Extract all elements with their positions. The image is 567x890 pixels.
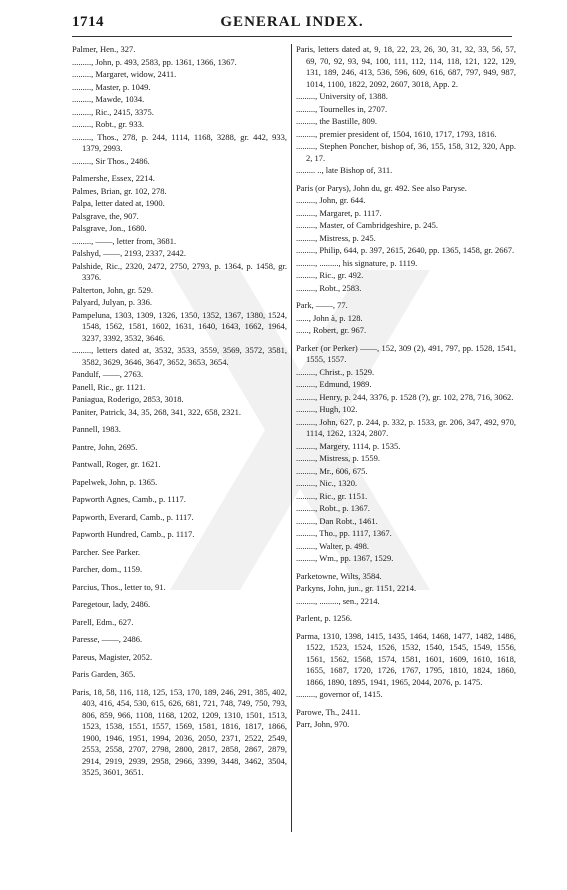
- index-entry: Pantwall, Roger, gr. 1621.: [72, 459, 161, 469]
- index-entry: ........., John, 627, p. 244, p. 332, p. 1533, gr. 206, 347, 492, 970, 1114, 1262, 1324, 2807.: [296, 416, 516, 438]
- index-entry: ........., Master, of Cambridgeshire, p. 245.: [296, 220, 439, 230]
- index-entry: Pandulf, ——, 2763.: [72, 369, 144, 379]
- right-column: [296, 44, 516, 880]
- index-entry: ........., Mistress, p. 1559.: [296, 453, 381, 463]
- index-entry: Parowe, Th., 2411.: [296, 706, 361, 717]
- index-entry: ......... .., late Bishop of, 311.: [296, 165, 393, 175]
- index-entry: ......, Robert, gr. 967.: [296, 325, 367, 335]
- index-entry: ........., Sir Thos., 2486.: [72, 155, 150, 166]
- index-entry: ........., Thos., 278, p. 244, 1114, 1168, 3288, gr. 442, 933, 1379, 2993.: [72, 131, 287, 153]
- index-entry: Palshide, Ric., 2320, 2472, 2750, 2793, p. 1364, p. 1458, gr. 3376.: [72, 260, 287, 282]
- index-entry: ........., Ric., gr. 492.: [296, 270, 364, 280]
- index-entry: Palyard, Julyan, p. 336.: [72, 297, 153, 307]
- index-entry: ........., John, gr. 644.: [296, 195, 366, 205]
- index-entry: Palmes, Brian, gr. 102, 278.: [72, 185, 167, 196]
- index-entry: Palmershe, Essex, 2214.: [72, 173, 155, 183]
- index-entry: ........., Stephen Poncher, bishop of, 36, 155, 158, 312, 320, App. 2, 17.: [296, 141, 516, 163]
- index-entry: ........., premier president of, 1504, 1610, 1717, 1793, 1816.: [296, 128, 497, 139]
- index-entry: Parker (or Perker) ——, 152, 309 (2), 491, 797, pp. 1528, 1541, 1555, 1557.: [296, 342, 516, 364]
- index-entry: Parlent, p. 1256.: [296, 613, 352, 623]
- index-entry: Palsgrave, Jon., 1680.: [72, 223, 147, 233]
- index-entry: ........., Walter, p. 498.: [296, 540, 369, 551]
- index-entry: ........., the Bastille, 809.: [296, 116, 377, 126]
- index-entry: Palpa, letter dated at, 1900.: [72, 198, 165, 208]
- index-entry: Paresse, ——, 2486.: [72, 634, 143, 644]
- header-rule: [72, 36, 512, 37]
- index-entry: Papelwek, John, p. 1365.: [72, 476, 158, 487]
- index-entry: Paris Garden, 365.: [72, 669, 136, 679]
- index-entry: ........., ........., his signature, p. 1119.: [296, 257, 418, 268]
- column-separator: [291, 44, 292, 832]
- index-entry: Palterton, John, gr. 529.: [72, 284, 153, 295]
- index-entry: Parcius, Thos., letter to, 91.: [72, 581, 166, 592]
- index-entry: ........., Ric., gr. 1151.: [296, 490, 368, 501]
- index-entry: Palshyd, ——, 2193, 2337, 2442.: [72, 248, 187, 258]
- index-entry: Papworth Agnes, Camb., p. 1117.: [72, 494, 186, 504]
- index-entry: ........., Tournelles in, 2707.: [296, 103, 388, 114]
- index-entry: ........., Mawde, 1034.: [72, 94, 145, 104]
- index-entry: Paregetour, lady, 2486.: [72, 599, 151, 609]
- index-entry: Parcher, dom., 1159.: [72, 564, 143, 574]
- index-entry: ........., Christ., p. 1529.: [296, 366, 375, 377]
- index-entry: Parma, 1310, 1398, 1415, 1435, 1464, 1468, 1477, 1482, 1486, 1522, 1523, 1524, 1526, 1532, 1540, 1545, 1549, 1556, 1561, 1562, 1568, 1574, 1581, 1601, 1609, 1610, 1618, 1655, 1687, 1720, 1726, 1767, 1795, 1810, 1824, 1860, 1866, 1890, 1895, 1941, 1965, 2044, 2076, p. 1475.: [296, 630, 516, 687]
- index-entry: ......, John à, p. 128.: [296, 312, 363, 323]
- index-entry: Pantre, John, 2695.: [72, 441, 138, 452]
- index-entry: ........., Margaret, p. 1117.: [296, 207, 382, 218]
- index-entry: ........., Robt., gr. 933.: [72, 119, 145, 129]
- index-entry: ........., Robt., p. 1367.: [296, 503, 370, 513]
- index-entry: ........., Edmund, 1989.: [296, 379, 372, 389]
- index-entry: ........., John, p. 493, 2583, pp. 1361, 1366, 1367.: [72, 56, 237, 67]
- index-entry: ........., Mr., 606, 675.: [296, 465, 368, 476]
- index-entry: ........., ——, letter from, 3681.: [72, 235, 177, 246]
- index-entry: ........., Master, p. 1049.: [72, 81, 151, 92]
- index-entry: Papworth, Everard, Camb., p. 1117.: [72, 511, 194, 522]
- index-entry: ........., governor of, 1415.: [296, 689, 383, 699]
- running-title: GENERAL INDEX.: [220, 14, 364, 30]
- index-entry: Paris, 18, 58, 116, 118, 125, 153, 170, 189, 246, 291, 385, 402, 403, 416, 454, 530, 615, 626, 681, 721, 748, 749, 750, 793, 806, 859, 966, 1108, 1168, 1202, 1209, 1310, 1501, 1513, 1523, 1538, 1551, 1557, 1569, 1581, 1816, 1817, 1866, 1900, 1946, 1951, 1994, 2036, 2050, 2371, 2522, 2549, 2553, 2558, 2707, 2798, 2800, 2817, 2858, 2867, 2879, 2914, 2919, 2939, 2958, 2966, 3399, 3448, 3462, 3504, 3525, 3601, 3651.: [72, 686, 287, 777]
- index-entry: ........., Margery, 1114, p. 1535.: [296, 440, 401, 451]
- index-entry: ........., Mistress, p. 245.: [296, 232, 376, 243]
- page-number: 1714: [72, 14, 104, 30]
- index-entry: Pareus, Magister, 2052.: [72, 651, 153, 662]
- index-entry: Palsgrave, the, 907.: [72, 210, 139, 221]
- index-entry: ........., Tho., pp. 1117, 1367.: [296, 528, 392, 538]
- index-entry: ........., Margaret, widow, 2411.: [72, 69, 177, 79]
- index-entry: Papworth Hundred, Camb., p. 1117.: [72, 529, 195, 539]
- index-entry: Parr, John, 970.: [296, 719, 350, 729]
- index-entry: ........., Ric., 2415, 3375.: [72, 106, 154, 117]
- index-entry: Parketowne, Wilts, 3584.: [296, 570, 382, 581]
- index-entry: ........., Wm., pp. 1367, 1529.: [296, 553, 394, 563]
- index-entry: Palmer, Hen., 327.: [72, 44, 136, 54]
- index-entry: Paris, letters dated at, 9, 18, 22, 23, 26, 30, 31, 32, 33, 56, 57, 69, 70, 92, 93, 94, 100, 111, 112, 114, 118, 121, 122, 129, 131, 189, 246, 413, 536, 596, 609, 616, 687, 797, 949, 987, 1014, 1100, 1822, 2092, 2607, 3018, App. 2.: [296, 44, 516, 89]
- index-entry: ........., ........., sen., 2214.: [296, 595, 380, 606]
- index-entry: Pampeluna, 1303, 1309, 1326, 1350, 1352, 1367, 1380, 1524, 1548, 1562, 1581, 1602, 1631, 1640, 1643, 1662, 1964, 3237, 3392, 3532, 3646.: [72, 309, 287, 343]
- index-entry: Panell, Ric., gr. 1121.: [72, 381, 146, 392]
- index-entry: Pannell, 1983.: [72, 424, 121, 434]
- index-entry: ........., Robt., 2583.: [296, 282, 362, 293]
- index-entry: ........., Nic., 1320.: [296, 478, 358, 488]
- index-entry: ........., letters dated at, 3532, 3533, 3559, 3569, 3572, 3581, 3582, 3629, 3646, 3647, 3652, 3653, 3654.: [72, 345, 287, 367]
- page-header: [72, 14, 512, 36]
- index-entry: Paris (or Parys), John du, gr. 492. See also Paryse.: [296, 182, 467, 193]
- index-entry: ........., Hugh, 102.: [296, 404, 358, 414]
- index-entry: ........., Henry, p. 244, 3376, p. 1528 (?), gr. 102, 278, 716, 3062.: [296, 391, 514, 402]
- index-entry: Parell, Edm., 627.: [72, 616, 134, 627]
- index-entry: ........., Philip, 644, p. 397, 2615, 2640, pp. 1365, 1458, gr. 2667.: [296, 245, 515, 255]
- index-entry: Paniagua, Roderigo, 2853, 3018.: [72, 394, 184, 404]
- index-entry: ........., Dan Robt., 1461.: [296, 515, 378, 526]
- index-entry: Parkyns, John, jun., gr. 1151, 2214.: [296, 583, 417, 593]
- index-entry: Park, ——, 77.: [296, 300, 348, 310]
- index-entry: Parcher. See Parker.: [72, 546, 140, 557]
- index-entry: Paniter, Patrick, 34, 35, 268, 341, 322, 658, 2321.: [72, 406, 241, 417]
- index-entry: ........., University of, 1388.: [296, 91, 388, 101]
- left-column: [72, 44, 287, 880]
